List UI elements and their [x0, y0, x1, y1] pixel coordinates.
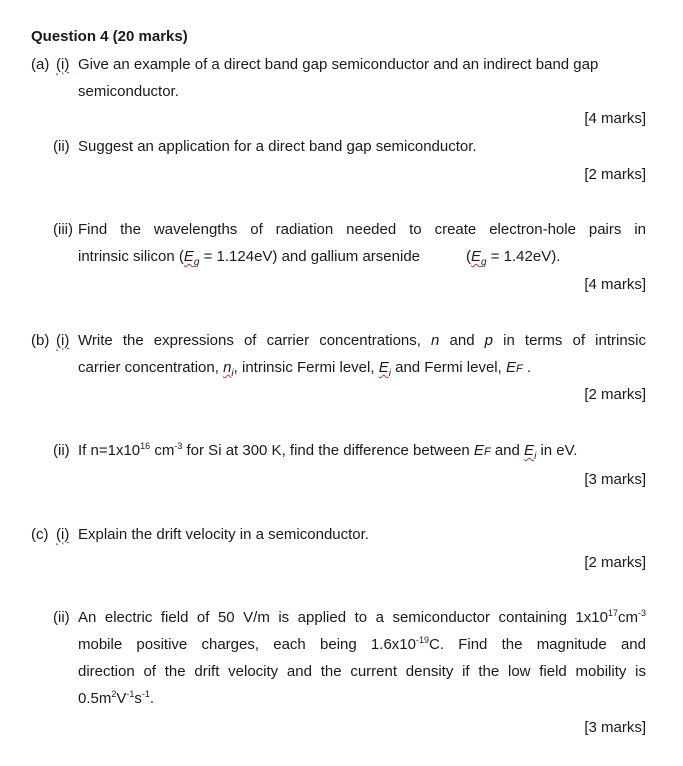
ni-symbol: $n_i$ [223, 359, 234, 379]
part-c-i-number: (i) [56, 526, 70, 543]
part-a-label: (a) [31, 56, 50, 73]
part-b-ii-text: If $n=1x10^{16}$ $cm^{-3}$ for Si at 300 K, find the difference between EF and $E_i$ in eV. [78, 441, 578, 462]
part-a-iii-text-line2-gaas: $(E_g = 1.42eV)$. [466, 248, 561, 268]
part-a-iii-marks: [4 marks] [584, 276, 646, 293]
ei-symbol: $E_i$ [378, 359, 391, 379]
part-c-i-text: Explain the drift velocity in a semiconductor. [78, 526, 369, 543]
part-c-ii-text-line4: $0.5m^2V^{-1}s^{-1}$. [78, 689, 155, 707]
part-c-ii-text-line1: An electric field of 50 V/m is applied to a semiconductor containing $1x10^{17}cm^{-3}$ [78, 608, 646, 626]
part-c-label: (c) [31, 526, 49, 543]
part-b-ii-number: (ii) [53, 442, 70, 459]
part-a-iii-number: (iii) [53, 221, 73, 238]
part-a-ii-number: (ii) [53, 138, 70, 155]
ei-symbol-2: $E_i$ [524, 442, 537, 462]
part-a-i-text-line1: Give an example of a direct band gap semiconductor and an indirect band gap [78, 56, 599, 73]
part-c-ii-text-line3: direction of the drift velocity and the current density if the low field mobility is [78, 663, 646, 680]
part-b-i-text-line1: Write the expressions of carrier concentrations, n and p in terms of intrinsic [78, 332, 646, 349]
part-a-i-number: (i) [56, 56, 70, 73]
part-c-ii-text-line2: mobile positive charges, each being $1.6x10^{-19}C$. Find the magnitude and [78, 635, 646, 653]
part-a-i-marks: [4 marks] [584, 110, 646, 127]
ef-symbol: EF [505, 359, 523, 376]
part-a-iii-text-line1: Find the wavelengths of radiation needed to create electron-hole pairs in [78, 221, 646, 238]
question-title: Question 4 (20 marks) [31, 28, 188, 45]
part-a-ii-text: Suggest an application for a direct band gap semiconductor. [78, 138, 477, 155]
part-c-ii-number: (ii) [53, 609, 70, 626]
part-a-ii-marks: [2 marks] [584, 166, 646, 183]
part-b-i-text-line2: carrier concentration, $n_i$, intrinsic Fermi level, $E_i$ and Fermi level, EF . [78, 359, 532, 379]
part-b-ii-marks: [3 marks] [584, 471, 646, 488]
part-b-i-number: (i) [56, 332, 70, 349]
eg-symbol-si: $E_g$ [183, 248, 200, 268]
eg-symbol-gaas: $E_g$ [471, 248, 487, 268]
part-b-i-marks: [2 marks] [584, 386, 646, 403]
part-c-ii-marks: [3 marks] [584, 719, 646, 736]
part-a-iii-text-line2: intrinsic silicon $(E_g = 1.124eV)$ and gallium arsenide [78, 248, 420, 268]
part-c-i-marks: [2 marks] [584, 554, 646, 571]
part-b-label: (b) [31, 332, 50, 349]
part-a-i-text-line2: semiconductor. [78, 83, 179, 100]
